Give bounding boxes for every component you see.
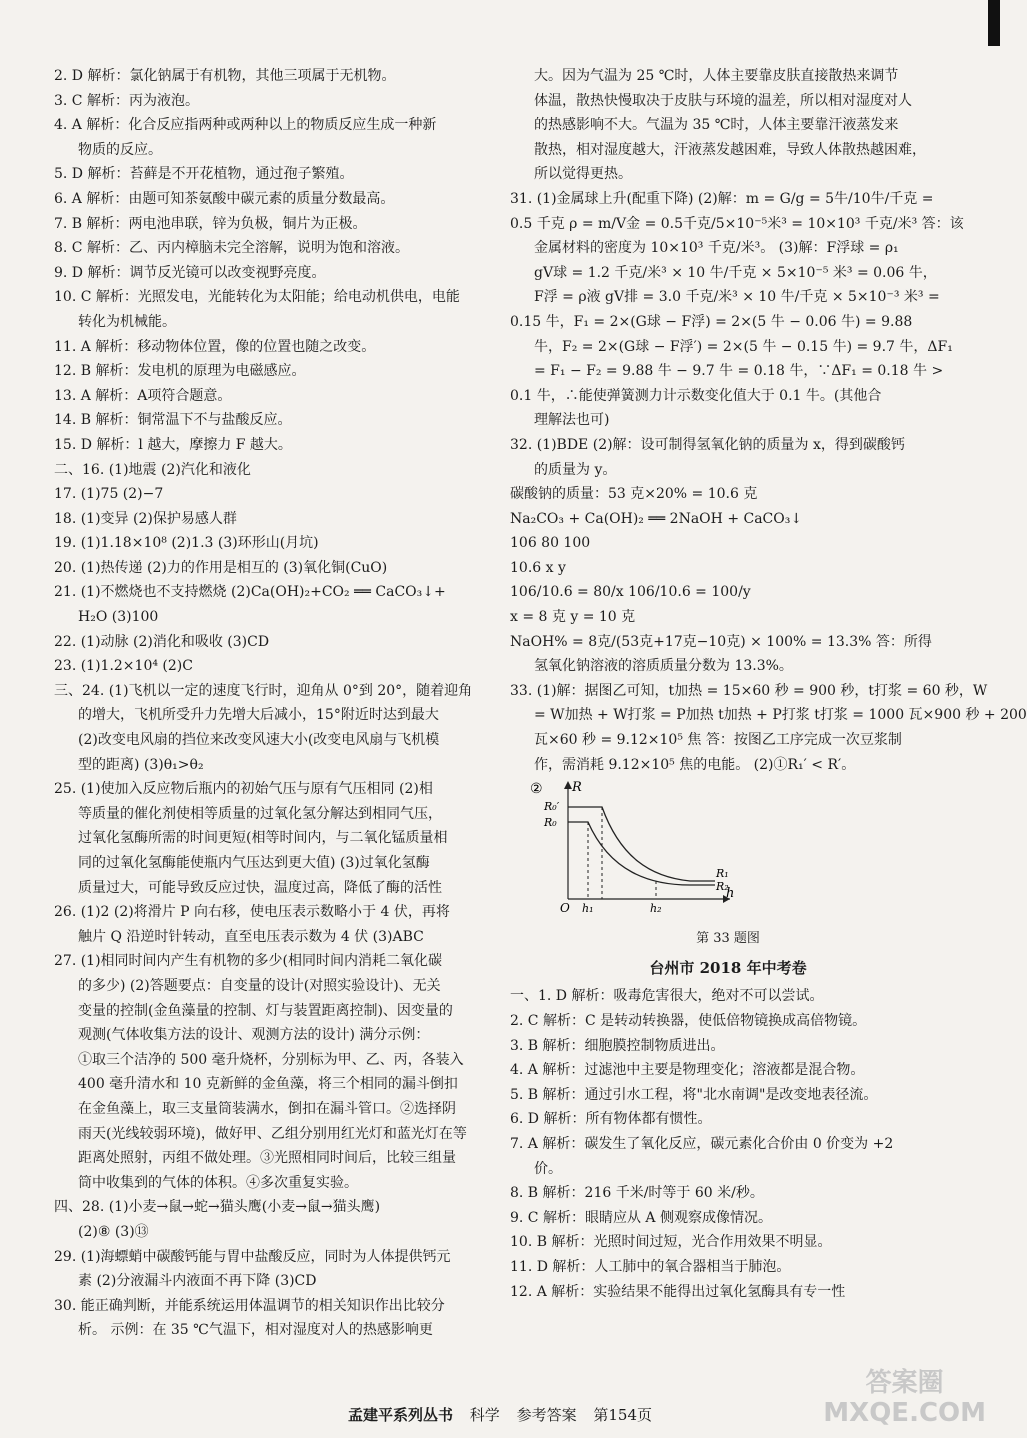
answer-line: 32. (1)BDE (2)解：设可制得氢氧化钠的质量为 x，得到碳酸钙 — [510, 436, 905, 453]
answer-line: 析。 示例：在 35 ℃气温下，相对湿度对人的热感影响更 — [78, 1322, 433, 1339]
answer-line: 11. A 解析：移动物体位置，像的位置也随之改变。 — [54, 338, 376, 355]
answer-line: 三、24. (1)飞机以一定的速度飞行时，迎角从 0°到 20°，随着迎角 — [54, 682, 473, 699]
answer-line: 3. C 解析：丙为液泡。 — [54, 92, 199, 109]
watermark-logo — [823, 1368, 986, 1428]
answer-line: 10. C 解析：光照发电，光能转化为太阳能；给电动机供电，电能 — [54, 289, 460, 306]
figure-caption: 第 33 题图 — [696, 931, 760, 947]
answer-line: 29. (1)海螵蛸中碳酸钙能与胃中盐酸反应，同时为人体提供钙元 — [54, 1248, 451, 1265]
left-column — [54, 64, 482, 1343]
answer-line: 4. A 解析：过滤池中主要是物理变化；溶液都是混合物。 — [510, 1062, 865, 1079]
curve-label-r1: R₁ — [716, 867, 729, 881]
resistance-height-graph — [530, 777, 740, 916]
answer-line: 11. D 解析：人工肺中的氧合器相当于肺泡。 — [510, 1258, 791, 1275]
answer-line: 14. B 解析：铜常温下不与盐酸反应。 — [54, 412, 292, 429]
answer-line: 大。因为气温为 25 ℃时，人体主要靠皮肤直接散热来调节 — [534, 68, 899, 84]
answer-line: 二、16. (1)地震 (2)汽化和液化 — [54, 461, 251, 478]
answer-line: 13. A 解析：A项符合题意。 — [54, 387, 232, 404]
answer-line: 距离处照射，丙组不做处理。③光照相同时间后，比较三组量 — [78, 1150, 456, 1167]
answer-line: 31. (1)金属球上升(配重下降) (2)解：m = G/g = 5牛/10牛/千克 = — [510, 190, 934, 207]
right-top-answers — [510, 64, 1027, 777]
answer-line: NaOH% = 8克/(53克+17克−10克) × 100% = 13.3% 答：所得 — [510, 633, 932, 650]
section-title: 台州市 2018 年中考卷 — [649, 958, 807, 977]
answer-line: gV球 = 1.2 千克/米³ × 10 牛/千克 × 5×10⁻⁵ 米³ = 0.06 牛， — [534, 264, 937, 281]
answer-line: 106/10.6 = 80/x 106/10.6 = 100/y — [510, 584, 751, 601]
answer-line: 素 (2)分液漏斗内液面不再下降 (3)CD — [78, 1273, 317, 1290]
footer-series: 孟建平系列丛书 — [347, 1406, 453, 1424]
answer-line: 18. (1)变异 (2)保护易感人群 — [54, 510, 237, 527]
answer-line: 雨天(光线较弱环境)，做好甲、乙组分别用红光灯和蓝光灯在等 — [78, 1125, 467, 1142]
answer-line: 的增大，飞机所受升力先增大后减小，15°附近时达到最大 — [78, 707, 439, 724]
answer-line: 作，需消耗 9.12×10⁵ 焦的电能。 (2)①R₁′ < R′。 — [534, 756, 856, 773]
watermark-line1: 答案圈 — [865, 1368, 944, 1398]
answer-line: 金属材料的密度为 10×10³ 千克/米³。 (3)解：F浮球 = ρ₁ — [534, 240, 899, 257]
answer-line: 30. 能正确判断，并能系统运用体温调节的相关知识作出比较分 — [54, 1297, 445, 1314]
answer-line: 2. C 解析：C 是转动转换器，使低倍物镜换成高倍物镜。 — [510, 1013, 867, 1029]
answer-line: 0.1 牛，∴能使弹簧测力计示数变化值大于 0.1 牛。(其他合 — [510, 387, 882, 404]
answer-line: 氢氧化钠溶液的溶质质量分数为 13.3%。 — [534, 658, 793, 675]
answer-line: ①取三个洁净的 500 毫升烧杯，分别标为甲、乙、丙，各装入 — [78, 1051, 464, 1068]
answer-line: 21. (1)不燃烧也不支持燃烧 (2)Ca(OH)₂+CO₂ ══ CaCO₃↓+ — [54, 584, 446, 601]
answer-line: 变量的控制(金鱼藻量的控制、灯与装置距离控制)、因变量的 — [78, 1002, 453, 1019]
answer-line: 0.15 牛，F₁ = 2×(G球 − F浮) = 2×(5 牛 − 0.06 牛) = 9.88 — [510, 313, 913, 330]
answer-line: 7. B 解析：两电池串联，锌为负极，铜片为正极。 — [54, 215, 367, 232]
answer-line: 四、28. (1)小麦→鼠→蛇→猫头鹰(小麦→鼠→猫头鹰) — [54, 1199, 381, 1216]
answer-line: 的热感影响不大。气温为 35 ℃时，人体主要靠汗液蒸发来 — [534, 117, 899, 134]
answer-line: 8. C 解析：乙、丙内樟脑未完全溶解，说明为饱和溶液。 — [54, 240, 409, 257]
answer-line: 3. B 解析：细胞膜控制物质进出。 — [510, 1037, 725, 1054]
answer-line: 400 毫升清水和 10 克新鲜的金鱼藻，将三个相同的漏斗倒扣 — [78, 1076, 458, 1093]
footer-page: 第154页 — [593, 1406, 653, 1424]
answer-line: 7. A 解析：碳发生了氧化反应，碳元素化合价由 0 价变为 +2 — [510, 1135, 894, 1152]
answer-line: 一、1. D 解析：吸毒危害很大，绝对不可以尝试。 — [510, 988, 824, 1005]
answer-line: 6. A 解析：由题可知茶氨酸中碳元素的质量分数最高。 — [54, 190, 395, 207]
x-axis-label: h — [726, 886, 735, 902]
answer-line: 等质量的催化剂使相等质量的过氧化氢分解达到相同气压， — [78, 805, 442, 822]
answer-line: 2. D 解析：氯化钠属于有机物，其他三项属于无机物。 — [54, 68, 396, 84]
answer-line: 10. B 解析：光照时间过短，光合作用效果不明显。 — [510, 1234, 832, 1251]
answer-line: = F₁ − F₂ = 9.88 牛 − 9.7 牛 = 0.18 牛，∵ΔF₁ = 0.18 牛 > — [534, 363, 944, 380]
answer-line: x = 8 克 y = 10 克 — [510, 609, 636, 626]
answer-line: 理解法也可) — [534, 412, 610, 429]
answer-line: 106 80 100 — [510, 535, 591, 552]
answer-line: 碳酸钠的质量：53 克×20% = 10.6 克 — [510, 486, 758, 503]
answer-line: 26. (1)2 (2)将滑片 P 向右移，使电压表示数略小于 4 伏，再将 — [54, 904, 450, 921]
answer-line: 瓦×60 秒 = 9.12×10⁵ 焦 答：按图乙工序完成一次豆浆制 — [534, 732, 902, 749]
x-tick-h1: h₁ — [582, 902, 594, 916]
answer-line: 价。 — [534, 1160, 562, 1177]
answer-line: 19. (1)1.18×10⁸ (2)1.3 (3)环形山(月坑) — [54, 535, 319, 552]
answer-line: 的多少) (2)答题要点：自变量的设计(对照实验设计)、无关 — [78, 977, 441, 994]
right-bottom-answers — [510, 984, 946, 1304]
answer-line: 筒中收集到的气体的体积。④多次重复实验。 — [78, 1174, 358, 1191]
footer-type: 参考答案 — [516, 1406, 577, 1424]
y-tick-r0prime: R₀′ — [544, 800, 560, 814]
answer-line: 5. B 解析：通过引水工程，将"北水南调"是改变地表径流。 — [510, 1086, 878, 1103]
answer-line: 过氧化氢酶所需的时间更短(相等时间内，与二氧化锰质量相 — [78, 830, 448, 847]
answer-line: Na₂CO₃ + Ca(OH)₂ ══ 2NaOH + CaCO₃↓ — [510, 510, 803, 527]
answer-line: 20. (1)热传递 (2)力的作用是相互的 (3)氧化铜(CuO) — [54, 559, 388, 576]
origin-label: O — [560, 901, 570, 916]
answer-line: 5. D 解析：苔藓是不开花植物，通过孢子繁殖。 — [54, 166, 354, 183]
answer-line: 4. A 解析：化合反应指两种或两种以上的物质反应生成一种新 — [54, 117, 437, 134]
answer-line: F浮 = ρ液 gV排 = 3.0 千克/米³ × 10 牛/千克 × 5×10⁻³ 米³ = — [534, 289, 940, 306]
answer-line: 27. (1)相同时间内产生有机物的多少(相同时间内消耗二氧化碳 — [54, 953, 443, 970]
page-edge-mark — [988, 0, 1000, 46]
answer-line: (2)改变电风扇的挡位来改变风速大小(改变电风扇与飞机模 — [78, 732, 440, 749]
answer-line: 牛，F₂ = 2×(G球 − F浮′) = 2×(5 牛 − 0.15 牛) = 9.7 牛，ΔF₁ — [534, 338, 953, 355]
answer-line: H₂O (3)100 — [78, 609, 159, 626]
answer-line: 6. D 解析：所有物体都有惯性。 — [510, 1111, 712, 1128]
answer-line: 33. (1)解：据图乙可知，t加热 = 15×60 秒 = 900 秒，t打浆 = 60 秒，W — [510, 682, 988, 699]
answer-line: 在金鱼藻上，取三支量筒装满水，倒扣在漏斗管口。②选择阴 — [78, 1100, 456, 1117]
answer-line: 质量过大，可能导致反应过快，温度过高，降低了酶的活性 — [78, 879, 442, 896]
answer-line: 散热，相对湿度越大，汗液蒸发越困难，导致人体散热越困难， — [534, 141, 926, 158]
figure-33 — [510, 777, 946, 927]
y-tick-r0: R₀ — [544, 816, 557, 830]
answer-line: = W加热 + W打浆 = P加热 t加热 + P打浆 t打浆 = 1000 瓦×900 秒 + 200 — [534, 707, 1027, 724]
answer-line: (2)⑧ (3)⑬ — [78, 1223, 149, 1240]
answer-line: 17. (1)75 (2)−7 — [54, 486, 164, 503]
answer-line: 转化为机械能。 — [78, 313, 176, 330]
watermark-line2: MXQE.COM — [823, 1398, 986, 1428]
curve-label-r2: R₂ — [716, 880, 729, 894]
answer-line: 所以觉得更热。 — [534, 166, 632, 183]
answer-line: 观测(气体收集方法的设计、观测方法的设计) 满分示例： — [78, 1027, 430, 1044]
answer-line: 12. A 解析：实验结果不能得出过氧化氢酶具有专一性 — [510, 1283, 846, 1300]
answer-line: 的质量为 y。 — [534, 461, 617, 478]
answer-line: 25. (1)使加入反应物后瓶内的初始气压与原有气压相同 (2)相 — [54, 781, 433, 798]
answer-line: 触片 Q 沿逆时针转动，直至电压表示数为 4 伏 (3)ABC — [78, 928, 424, 945]
answer-line: 12. B 解析：发电机的原理为电磁感应。 — [54, 363, 306, 380]
footer-subject: 科学 — [469, 1406, 500, 1424]
answer-line: 物质的反应。 — [78, 141, 162, 158]
right-column — [510, 64, 1027, 1304]
answer-line: 0.5 千克 ρ = m/V金 = 0.5千克/5×10⁻⁵米³ = 10×10³ 千克/米³ 答：该 — [510, 215, 964, 232]
answer-line: 9. C 解析：眼睛应从 A 侧观察成像情况。 — [510, 1209, 772, 1226]
y-axis-label: R — [572, 780, 582, 796]
figure-label: ② — [530, 781, 543, 798]
x-tick-h2: h₂ — [650, 902, 662, 916]
answer-line: 体温，散热快慢取决于皮肤与环境的温差，所以相对湿度对人 — [534, 92, 912, 109]
answer-line: 22. (1)动脉 (2)消化和吸收 (3)CD — [54, 633, 270, 650]
answer-line: 同的过氧化氢酶能使瓶内气压达到更大值) (3)过氧化氢酶 — [78, 855, 430, 871]
answer-line: 型的距离) (3)θ₁>θ₂ — [78, 756, 204, 773]
answer-line: 9. D 解析：调节反光镜可以改变视野亮度。 — [54, 264, 326, 281]
answer-line: 23. (1)1.2×10⁴ (2)C — [54, 658, 193, 675]
answer-line: 8. B 解析：216 千米/时等于 60 米/秒。 — [510, 1185, 764, 1202]
answer-line: 10.6 x y — [510, 559, 566, 576]
answer-line: 15. D 解析：l 越大，摩擦力 F 越大。 — [54, 436, 292, 453]
